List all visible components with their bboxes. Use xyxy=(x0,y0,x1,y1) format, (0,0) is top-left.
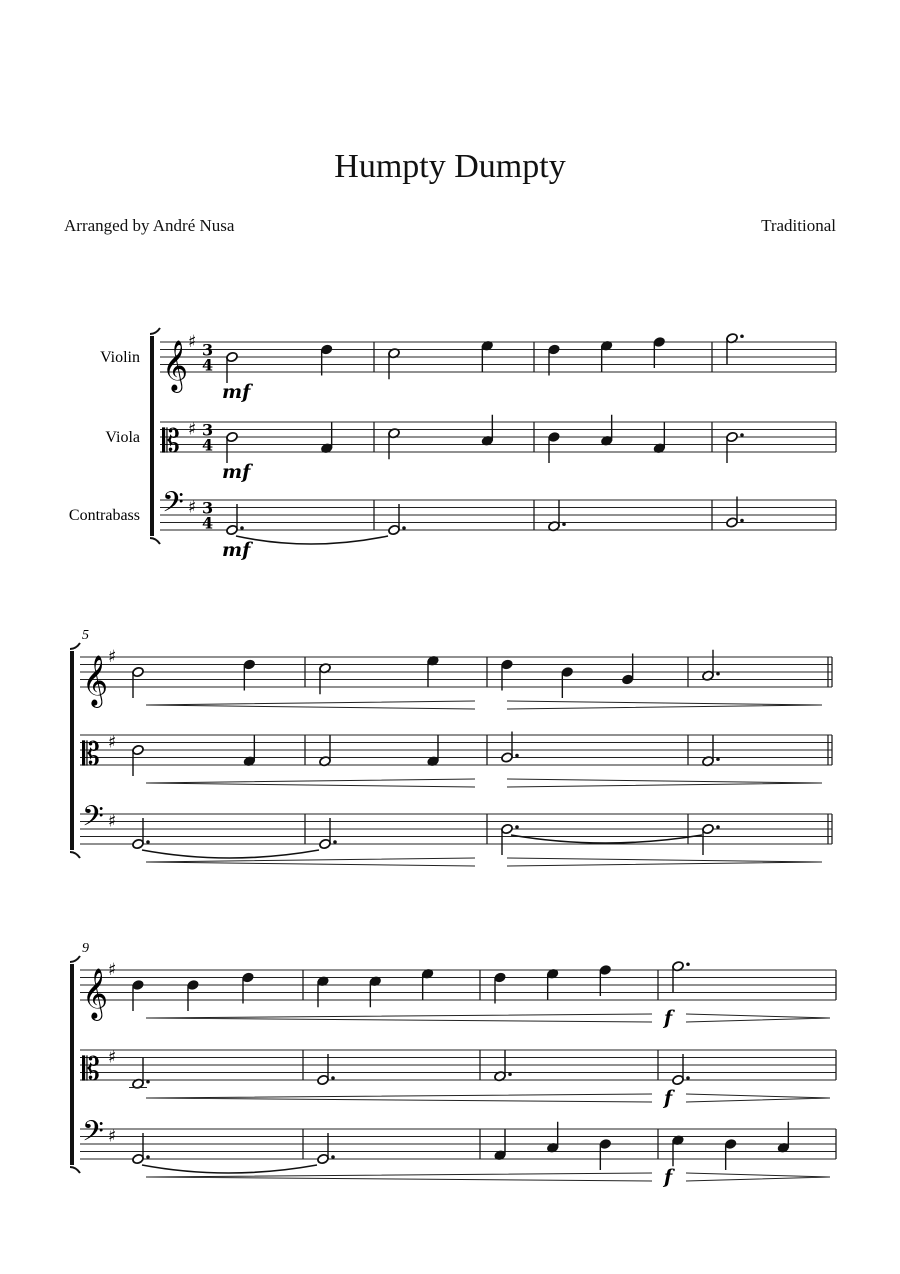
measure-number: 5 xyxy=(82,628,89,643)
page-title: Humpty Dumpty xyxy=(334,148,566,185)
measure-number: 9 xyxy=(82,941,89,956)
augmentation-dot xyxy=(240,526,244,530)
decrescendo-hairpin xyxy=(686,1173,830,1181)
key-signature-sharp-icon: ♯ xyxy=(108,1126,117,1147)
bracket-bottom-hook xyxy=(70,852,80,858)
augmentation-dot xyxy=(146,1155,150,1159)
augmentation-dot xyxy=(686,1076,690,1080)
key-signature-sharp-icon: ♯ xyxy=(108,811,117,832)
tie-curve xyxy=(142,1165,317,1173)
treble-clef-icon: 𝄞 xyxy=(82,655,109,706)
treble-clef-icon: 𝄞 xyxy=(162,340,189,391)
augmentation-dot xyxy=(686,962,690,966)
augmentation-dot xyxy=(146,1080,150,1084)
bracket-bottom-hook xyxy=(150,538,160,544)
key-signature-sharp-icon: ♯ xyxy=(108,732,117,753)
alto-clef-icon: 𝄡 xyxy=(162,422,180,460)
key-signature-sharp-icon: ♯ xyxy=(108,960,117,980)
key-signature-sharp-icon: ♯ xyxy=(188,419,197,440)
bracket-top-hook xyxy=(150,328,160,334)
crescendo-hairpin xyxy=(146,779,475,787)
augmentation-dot xyxy=(515,754,519,758)
decrescendo-hairpin xyxy=(686,1094,830,1102)
dynamic-marking: f xyxy=(664,1166,673,1188)
time-signature-bottom: 4 xyxy=(202,355,214,375)
augmentation-dot xyxy=(515,825,519,829)
alto-clef-icon: 𝄡 xyxy=(82,735,100,773)
augmentation-dot xyxy=(508,1072,512,1076)
bracket-top-hook xyxy=(70,956,80,962)
augmentation-dot xyxy=(331,1076,335,1080)
augmentation-dot xyxy=(146,840,150,844)
decrescendo-hairpin xyxy=(507,858,822,866)
key-signature-sharp-icon: ♯ xyxy=(188,332,197,352)
augmentation-dot xyxy=(740,334,744,338)
dynamic-marking: f xyxy=(664,1007,673,1029)
tie-curve xyxy=(236,536,388,544)
dynamic-marking: mf xyxy=(222,381,251,403)
bass-clef-icon: 𝄢 xyxy=(162,486,184,526)
time-signature-bottom: 4 xyxy=(202,435,214,455)
key-signature-sharp-icon: ♯ xyxy=(108,1047,117,1068)
decrescendo-hairpin xyxy=(507,701,822,709)
tie-curve xyxy=(142,850,319,858)
dynamic-marking: mf xyxy=(222,461,251,483)
time-signature-bottom: 4 xyxy=(202,513,214,533)
arranger-credit: Arranged by André Nusa xyxy=(64,216,235,235)
key-signature-sharp-icon: ♯ xyxy=(188,497,197,518)
bracket-bottom-hook xyxy=(70,1167,80,1173)
augmentation-dot xyxy=(716,757,720,761)
bracket-top-hook xyxy=(70,643,80,649)
instrument-label: Viola xyxy=(105,429,140,446)
crescendo-hairpin xyxy=(146,1014,652,1022)
decrescendo-hairpin xyxy=(507,779,822,787)
alto-clef-icon: 𝄡 xyxy=(82,1050,100,1088)
crescendo-hairpin xyxy=(146,701,475,709)
augmentation-dot xyxy=(562,522,566,526)
augmentation-dot xyxy=(402,526,406,530)
augmentation-dot xyxy=(331,1155,335,1159)
bass-clef-icon: 𝄢 xyxy=(82,800,104,840)
time-signature-top: 3 xyxy=(202,420,214,440)
augmentation-dot xyxy=(716,825,720,829)
crescendo-hairpin xyxy=(146,858,475,866)
instrument-label: Contrabass xyxy=(68,507,140,524)
crescendo-hairpin xyxy=(146,1173,652,1181)
instrument-label: Violin xyxy=(100,349,140,366)
decrescendo-hairpin xyxy=(686,1014,830,1022)
crescendo-hairpin xyxy=(146,1094,652,1102)
time-signature-top: 3 xyxy=(202,340,214,360)
augmentation-dot xyxy=(740,433,744,437)
time-signature-top: 3 xyxy=(202,498,214,518)
key-signature-sharp-icon: ♯ xyxy=(108,647,117,667)
augmentation-dot xyxy=(716,672,720,676)
treble-clef-icon: 𝄞 xyxy=(82,968,109,1019)
dynamic-marking: mf xyxy=(222,539,251,561)
composer-credit: Traditional xyxy=(761,216,836,235)
dynamic-marking: f xyxy=(664,1087,673,1109)
augmentation-dot xyxy=(740,519,744,523)
bass-clef-icon: 𝄢 xyxy=(82,1115,104,1155)
augmentation-dot xyxy=(333,840,337,844)
